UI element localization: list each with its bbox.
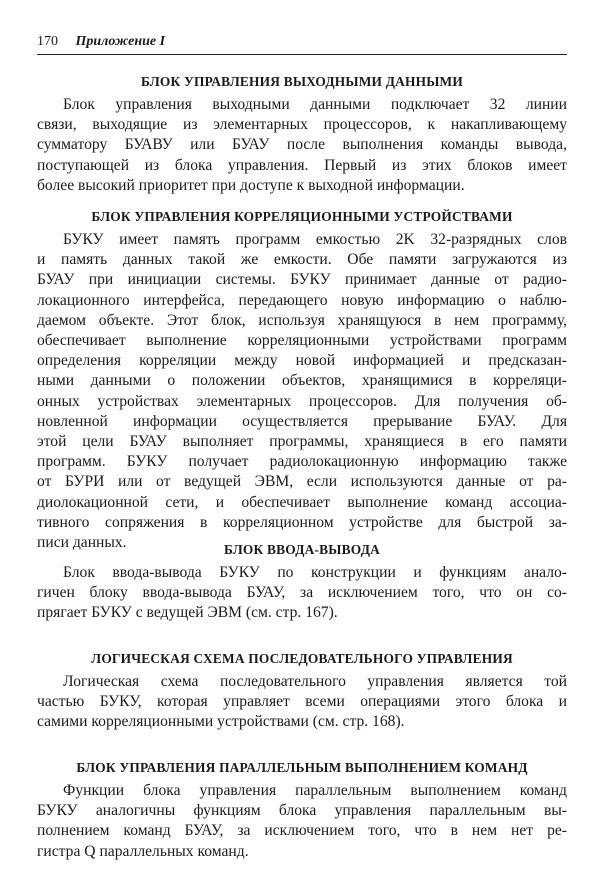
- text-line: прягает БУКУ с ведущей ЭВМ (см. стр. 167).: [37, 604, 338, 622]
- text-line: Блок ввода-вывода БУКУ по конструкции и функциям анало-: [63, 564, 567, 581]
- section-io-block: [37, 541, 567, 624]
- text-line: Блок управления выходными данными подключает 32 линии: [63, 96, 567, 113]
- text-line: полнением команд БУАУ, за исключением того, что в нем нет ре-: [37, 822, 567, 840]
- running-head: [37, 33, 567, 51]
- text-line: программ. БУКУ получает радиолокационную информацию также: [37, 453, 567, 471]
- section-paragraph: [37, 230, 567, 553]
- section-paragraph: [37, 95, 567, 196]
- text-line: Функции блока управления параллельным выполнением команд: [63, 782, 567, 799]
- header-rule: [37, 54, 567, 55]
- text-line: писи данных.: [37, 534, 127, 552]
- section-heading: БЛОК УПРАВЛЕНИЯ КОРРЕЛЯЦИОННЫМИ УСТРОЙСТВАМИ: [91, 209, 513, 224]
- text-line: от БУРИ или от ведущей ЭВМ, если используются данные от ра-: [37, 473, 567, 491]
- section-parallel-execution: [37, 759, 567, 862]
- text-line: самими корреляционными устройствами (см. стр. 168).: [37, 713, 405, 731]
- text-line: тивного сопряжения в корреляционном устройстве для быстрой за-: [37, 513, 567, 531]
- text-line: более высокий приоритет при доступе к выходной информации.: [37, 176, 465, 194]
- text-line: диолокационной сети, и обеспечивает выполнение команд ассоциа-: [37, 493, 567, 511]
- section-paragraph: [37, 672, 567, 733]
- text-line: БУКУ аналогичны функциям блока управления параллельным вы-: [37, 802, 567, 820]
- text-line: гичен блоку ввода-вывода БУАУ, за исключением того, что он со-: [37, 584, 567, 602]
- page-number: 170: [37, 34, 58, 49]
- section-heading: БЛОК УПРАВЛЕНИЯ ВЫХОДНЫМИ ДАННЫМИ: [140, 74, 464, 89]
- running-title: Приложение I: [75, 34, 166, 49]
- section-correlation-control: [37, 208, 567, 553]
- text-line: поступающей из блока управления. Первый из этих блоков имеет: [37, 156, 567, 174]
- text-line: сумматору БУАВУ или БУАУ после выполнения команды вывода,: [37, 136, 567, 154]
- text-line: и память данных такой же емкости. Обе памяти загружаются из: [37, 251, 567, 269]
- text-line: обеспечивает выполнение корреляционными устройствами программ: [37, 332, 567, 350]
- section-output-control: [37, 73, 567, 196]
- section-heading: БЛОК УПРАВЛЕНИЯ ПАРАЛЛЕЛЬНЫМ ВЫПОЛНЕНИЕМ КОМАНД: [76, 760, 528, 775]
- text-line: новленной информации осуществляется прерывание БУАУ. Для: [37, 412, 567, 430]
- text-line: локационного интерфейса, передающего новую информацию о наблю-: [37, 291, 567, 309]
- section-paragraph: [37, 563, 567, 624]
- text-line: БУАУ при инициации системы. БУКУ принимает данные от радио-: [37, 271, 567, 289]
- section-heading: ЛОГИЧЕСКАЯ СХЕМА ПОСЛЕДОВАТЕЛЬНОГО УПРАВЛЕНИЯ: [91, 651, 513, 666]
- section-sequential-logic: [37, 650, 567, 733]
- text-line: даемом объекте. Этот блок, используя хранящуюся в нем программу,: [37, 311, 567, 329]
- text-line: этой цели БУАУ выполняет программы, хранящиеся в его памяти: [37, 433, 567, 451]
- text-line: связи, выходящие из элементарных процессоров, к накапливающему: [37, 116, 567, 134]
- text-line: онных устройствах элементарных процессоров. Для получения об-: [37, 392, 567, 410]
- section-heading: БЛОК ВВОДА-ВЫВОДА: [224, 542, 380, 557]
- text-line: гистра Q параллельных команд.: [37, 842, 249, 860]
- text-line: БУКУ имеет память программ емкостью 2K 32-разрядных слов: [63, 231, 567, 248]
- text-line: Логическая схема последовательного управления является той: [63, 673, 567, 690]
- text-line: ными данными о положении объектов, хранящимися в корреляци-: [37, 372, 567, 390]
- section-paragraph: [37, 781, 567, 862]
- text-line: частью БУКУ, которая управляет всеми операциями этого блока и: [37, 693, 567, 711]
- text-line: определения корреляции между новой информацией и предсказан-: [37, 352, 567, 370]
